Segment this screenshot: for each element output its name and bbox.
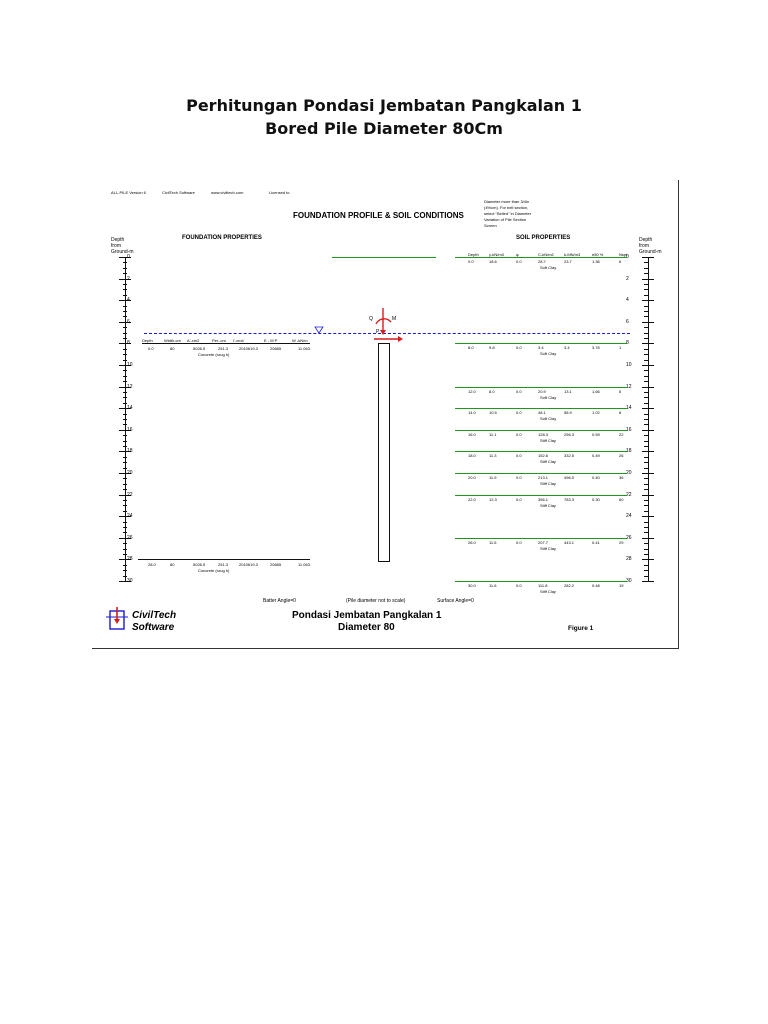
left-depth-tick-label: 16 bbox=[127, 426, 133, 433]
depth-minor-tick bbox=[123, 295, 127, 296]
depth-minor-tick bbox=[644, 419, 648, 420]
depth-minor-tick bbox=[644, 349, 648, 350]
right-depth-tick bbox=[642, 451, 654, 452]
depth-minor-tick bbox=[123, 489, 127, 490]
depth-minor-tick bbox=[644, 381, 648, 382]
soil-layer-line bbox=[455, 257, 627, 258]
foundation-cell: 251.3 bbox=[218, 346, 229, 351]
foundation-column-header: Depth bbox=[142, 338, 153, 343]
soil-cell: 3.76 bbox=[592, 345, 600, 351]
depth-minor-tick bbox=[123, 403, 127, 404]
depth-minor-tick bbox=[644, 478, 648, 479]
soil-type: Stiff Clay bbox=[540, 545, 556, 551]
right-depth-tick bbox=[642, 365, 654, 366]
depth-minor-tick bbox=[123, 419, 127, 420]
pile-shaft bbox=[378, 343, 390, 562]
soil-layer-line bbox=[455, 387, 627, 388]
depth-minor-tick bbox=[123, 327, 127, 328]
depth-minor-tick bbox=[644, 273, 648, 274]
soil-cell: 11.1 bbox=[489, 431, 497, 437]
depth-minor-tick bbox=[123, 414, 127, 415]
depth-minor-tick bbox=[123, 349, 127, 350]
soil-type: Stiff Clay bbox=[540, 437, 556, 443]
soil-column-header: γ-kN/m3 bbox=[489, 252, 504, 257]
depth-minor-tick bbox=[123, 333, 127, 334]
soil-cell: 18.0 bbox=[468, 453, 476, 459]
right-depth-tick-label: 10 bbox=[626, 362, 632, 368]
soil-type: Soft Clay bbox=[540, 265, 557, 270]
soil-cell: 12.0 bbox=[468, 388, 476, 394]
depth-minor-tick bbox=[123, 381, 127, 382]
depth-minor-tick bbox=[644, 370, 648, 371]
depth-minor-tick bbox=[123, 532, 127, 533]
right-depth-tick-label: 0 bbox=[626, 254, 629, 260]
depth-minor-tick bbox=[123, 478, 127, 479]
right-depth-tick bbox=[642, 300, 654, 301]
depth-minor-tick bbox=[644, 397, 648, 398]
depth-minor-tick bbox=[644, 511, 648, 512]
soil-layer-line bbox=[455, 581, 627, 582]
depth-minor-tick bbox=[123, 306, 127, 307]
depth-minor-tick bbox=[123, 462, 127, 463]
page-title: Perhitungan Pondasi Jembatan Pangkalan 1 bbox=[186, 96, 582, 115]
soil-cell: 1.36 bbox=[592, 259, 600, 264]
foundation-material: Concrete (roug h) bbox=[198, 352, 230, 357]
foundation-profile-sheet bbox=[92, 180, 679, 649]
left-depth-tick-label: 22 bbox=[127, 491, 133, 498]
licensed-to: Licensed to bbox=[269, 190, 290, 195]
depth-minor-tick bbox=[644, 311, 648, 312]
soil-cell: 11.3 bbox=[489, 453, 497, 459]
left-depth-tick-label: 12 bbox=[127, 383, 133, 390]
right-depth-tick bbox=[642, 473, 654, 474]
app-version: ALL-PILE Version 6 bbox=[111, 190, 146, 195]
foundation-cell: 20685 bbox=[270, 346, 282, 351]
foundation-column-header: Per.-cm bbox=[212, 338, 226, 343]
depth-minor-tick bbox=[123, 441, 127, 442]
right-depth-tick bbox=[642, 387, 654, 388]
load-m-label: M bbox=[392, 316, 397, 322]
soil-type: Stiff Clay bbox=[540, 502, 556, 508]
soil-cell: 26.0 bbox=[468, 539, 476, 545]
load-q-label: Q bbox=[369, 316, 373, 322]
soil-cell: 0.0 bbox=[516, 453, 522, 459]
right-depth-tick-label: 30 bbox=[626, 578, 632, 584]
soil-cell: 213.1 bbox=[538, 475, 549, 480]
soil-layer-line bbox=[455, 408, 627, 409]
soil-cell: 8.0 bbox=[468, 345, 474, 351]
depth-minor-tick bbox=[644, 489, 648, 490]
depth-minor-tick bbox=[644, 554, 648, 555]
depth-minor-tick bbox=[644, 262, 648, 263]
soil-column-header: Depth bbox=[468, 252, 479, 257]
surface-angle: Surface Angle=0 bbox=[437, 598, 474, 604]
note-line: Screen bbox=[484, 223, 497, 228]
depth-minor-tick bbox=[123, 370, 127, 371]
soil-layer-line bbox=[455, 430, 627, 431]
right-depth-tick-label: 4 bbox=[626, 297, 629, 304]
soil-cell: 152.6 bbox=[538, 453, 549, 459]
soil-cell: 0.30 bbox=[592, 496, 600, 502]
left-axis-label: Depth bbox=[111, 237, 125, 243]
soil-cell: 8 bbox=[619, 410, 622, 416]
project-name: Pondasi Jembatan Pangkalan 1 bbox=[292, 610, 442, 621]
soil-cell: 8.0 bbox=[489, 388, 495, 394]
right-axis-label: Ground-m bbox=[639, 249, 662, 255]
soil-cell: 0.48 bbox=[592, 583, 600, 588]
depth-minor-tick bbox=[644, 333, 648, 334]
soil-cell: 11.6 bbox=[489, 583, 497, 588]
right-depth-tick-label: 22 bbox=[626, 491, 632, 498]
depth-minor-tick bbox=[123, 435, 127, 436]
soil-layer-line bbox=[455, 538, 627, 539]
foundation-material: Concrete (roug h) bbox=[198, 568, 230, 573]
soil-cell: 20.0 bbox=[468, 475, 476, 480]
soil-cell: 29 bbox=[619, 539, 624, 545]
depth-minor-tick bbox=[123, 457, 127, 458]
left-depth-tick-label: 18 bbox=[127, 448, 133, 455]
soil-cell: 1.02 bbox=[592, 410, 600, 416]
foundation-cell: 5026.5 bbox=[193, 346, 206, 351]
left-depth-tick-label: 10 bbox=[127, 362, 133, 368]
right-depth-tick-label: 6 bbox=[626, 318, 629, 325]
depth-minor-tick bbox=[123, 338, 127, 339]
foundation-cell: 5026.5 bbox=[193, 562, 206, 567]
foundation-cell: 11.063 bbox=[298, 562, 310, 567]
soil-cell: 1.66 bbox=[592, 388, 600, 394]
soil-layer-line bbox=[455, 343, 627, 344]
soil-cell: 0.0 bbox=[516, 475, 522, 480]
right-depth-tick bbox=[642, 257, 654, 258]
soil-cell: 111.8 bbox=[538, 583, 548, 588]
project-diameter: Diameter 80 bbox=[338, 622, 395, 633]
soil-type: Stiff Clay bbox=[540, 589, 556, 594]
right-depth-tick-label: 20 bbox=[626, 470, 632, 476]
soil-cell: 282.2 bbox=[564, 583, 575, 588]
soil-cell: 5 bbox=[619, 388, 622, 394]
foundation-cell: 80 bbox=[170, 562, 175, 567]
foundation-cell: 20685 bbox=[270, 562, 282, 567]
depth-minor-tick bbox=[123, 392, 127, 393]
depth-minor-tick bbox=[123, 570, 127, 571]
right-depth-tick-label: 28 bbox=[626, 556, 632, 563]
depth-minor-tick bbox=[123, 500, 127, 501]
soil-cell: 0.0 bbox=[468, 259, 474, 264]
depth-minor-tick bbox=[644, 376, 648, 377]
depth-minor-tick bbox=[644, 403, 648, 404]
depth-minor-tick bbox=[123, 289, 127, 290]
left-axis-label: from bbox=[111, 243, 121, 249]
batter-angle: Batter Angle=0 bbox=[263, 598, 296, 604]
soil-cell: 0.40 bbox=[592, 475, 600, 480]
depth-minor-tick bbox=[123, 505, 127, 506]
foundation-cell: 2010619.3 bbox=[239, 346, 258, 351]
depth-minor-tick bbox=[123, 484, 127, 485]
depth-minor-tick bbox=[123, 554, 127, 555]
depth-minor-tick bbox=[644, 565, 648, 566]
soil-cell: 18.6 bbox=[489, 259, 497, 264]
left-depth-tick-label: 14 bbox=[127, 405, 133, 412]
left-depth-tick-label: 24 bbox=[127, 513, 133, 520]
depth-minor-tick bbox=[123, 446, 127, 447]
company-name: CivilTech Software bbox=[162, 190, 195, 195]
soil-cell: 3.4 bbox=[538, 345, 544, 351]
soil-cell: 9.8 bbox=[489, 345, 495, 351]
depth-minor-tick bbox=[123, 262, 127, 263]
depth-minor-tick bbox=[644, 484, 648, 485]
depth-minor-tick bbox=[644, 289, 648, 290]
foundation-cell: 80 bbox=[170, 346, 175, 351]
soil-cell: 356.1 bbox=[538, 496, 549, 502]
soil-type: Soft Clay bbox=[540, 416, 557, 422]
right-depth-tick bbox=[642, 430, 654, 431]
foundation-column-header: A'-cm2 bbox=[187, 338, 200, 343]
depth-minor-tick bbox=[644, 360, 648, 361]
right-depth-tick-label: 14 bbox=[626, 405, 632, 412]
left-axis-label: Ground-m bbox=[111, 249, 134, 255]
depth-minor-tick bbox=[123, 522, 127, 523]
depth-minor-tick bbox=[123, 397, 127, 398]
foundation-column-header: E - M P bbox=[264, 338, 278, 343]
soil-cell: 16.0 bbox=[468, 431, 476, 437]
depth-minor-tick bbox=[644, 414, 648, 415]
soil-cell: 26 bbox=[619, 453, 624, 459]
depth-minor-tick bbox=[123, 311, 127, 312]
foundation-column-header: W -kN/m bbox=[292, 338, 308, 343]
foundation-cell: 251.3 bbox=[218, 562, 229, 567]
right-depth-tick bbox=[642, 322, 654, 323]
right-depth-tick bbox=[642, 581, 654, 582]
depth-minor-tick bbox=[123, 376, 127, 377]
left-depth-tick-label: 4 bbox=[127, 297, 130, 304]
soil-cell: 496.0 bbox=[564, 475, 575, 480]
soil-cell: 22.0 bbox=[468, 496, 476, 502]
foundation-column-header: I'-cm4 bbox=[233, 338, 244, 343]
soil-properties-title: SOIL PROPERTIES bbox=[516, 235, 571, 241]
right-depth-tick bbox=[642, 495, 654, 496]
soil-cell: 13.1 bbox=[564, 388, 572, 394]
right-depth-tick-label: 16 bbox=[626, 426, 632, 433]
soil-cell: 256.3 bbox=[564, 431, 575, 437]
depth-minor-tick bbox=[644, 500, 648, 501]
note-line: (4%cm). For bell section, bbox=[484, 205, 529, 210]
right-depth-tick-label: 26 bbox=[626, 534, 632, 541]
depth-minor-tick bbox=[123, 316, 127, 317]
soil-cell: 60 bbox=[619, 496, 624, 502]
soil-column-header: e50 % bbox=[592, 252, 604, 257]
left-depth-tick-label: 28 bbox=[127, 556, 133, 563]
right-axis-label: Depth bbox=[639, 237, 653, 243]
depth-minor-tick bbox=[644, 446, 648, 447]
soil-type: Soft Clay bbox=[540, 351, 557, 357]
soil-cell: 0.41 bbox=[592, 539, 600, 545]
foundation-section-line bbox=[138, 559, 310, 560]
depth-minor-tick bbox=[123, 424, 127, 425]
depth-minor-tick bbox=[644, 532, 648, 533]
note-line: Variation of Pile Section bbox=[484, 217, 527, 222]
soil-cell: 10.5 bbox=[489, 410, 497, 416]
depth-minor-tick bbox=[644, 424, 648, 425]
foundation-properties-title: FOUNDATION PROPERTIES bbox=[182, 235, 262, 241]
ground-line-left bbox=[142, 343, 310, 344]
soil-cell: 11.9 bbox=[489, 475, 497, 480]
soil-type: Stiff Clay bbox=[540, 481, 556, 486]
note-line: Diameter more than 3/4in bbox=[484, 199, 530, 204]
figure-label: Figure 1 bbox=[568, 625, 594, 632]
logo-text: CivilTech bbox=[132, 610, 177, 621]
depth-minor-tick bbox=[123, 543, 127, 544]
right-depth-tick bbox=[642, 516, 654, 517]
left-depth-tick-label: 0 bbox=[127, 254, 130, 260]
soil-cell: 1 bbox=[619, 345, 622, 351]
depth-minor-tick bbox=[644, 338, 648, 339]
soil-column-header: Nspt bbox=[619, 252, 628, 257]
foundation-cell: 0.0 bbox=[148, 346, 154, 351]
depth-minor-tick bbox=[123, 527, 127, 528]
left-depth-tick-label: 2 bbox=[127, 275, 130, 282]
depth-minor-tick bbox=[644, 522, 648, 523]
soil-column-header: C-kN/m2 bbox=[538, 252, 554, 257]
depth-minor-tick bbox=[644, 576, 648, 577]
soil-cell: 0.49 bbox=[592, 453, 600, 459]
soil-cell: 28.7 bbox=[538, 259, 546, 264]
soil-type: Stiff Clay bbox=[540, 459, 556, 465]
soil-cell: 0.59 bbox=[592, 431, 600, 437]
depth-minor-tick bbox=[123, 268, 127, 269]
water-table-icon bbox=[315, 327, 323, 333]
depth-minor-tick bbox=[644, 295, 648, 296]
soil-cell: 3.4 bbox=[564, 345, 570, 351]
depth-minor-tick bbox=[644, 570, 648, 571]
depth-minor-tick bbox=[644, 457, 648, 458]
load-arrows-icon bbox=[364, 308, 404, 348]
soil-cell: 6 bbox=[619, 259, 622, 264]
soil-cell: 443.1 bbox=[564, 539, 575, 545]
depth-minor-tick bbox=[644, 435, 648, 436]
soil-cell: 0.0 bbox=[516, 259, 522, 264]
soil-cell: 0.0 bbox=[516, 410, 522, 416]
depth-minor-tick bbox=[123, 354, 127, 355]
soil-column-header: φ bbox=[516, 252, 519, 257]
depth-minor-tick bbox=[644, 306, 648, 307]
depth-minor-tick bbox=[644, 527, 648, 528]
depth-minor-tick bbox=[123, 273, 127, 274]
foundation-column-header: Width-cm bbox=[164, 338, 181, 343]
soil-cell: 14.0 bbox=[468, 410, 476, 416]
depth-minor-tick bbox=[123, 549, 127, 550]
depth-minor-tick bbox=[123, 576, 127, 577]
right-depth-tick-label: 2 bbox=[626, 275, 629, 282]
right-depth-tick bbox=[642, 408, 654, 409]
page-subtitle: Bored Pile Diameter 80Cm bbox=[265, 119, 503, 138]
depth-minor-tick bbox=[644, 392, 648, 393]
depth-minor-tick bbox=[644, 327, 648, 328]
right-depth-tick bbox=[642, 343, 654, 344]
depth-minor-tick bbox=[644, 316, 648, 317]
soil-type: Soft Clay bbox=[540, 394, 557, 400]
left-depth-tick-label: 30 bbox=[127, 578, 133, 584]
soil-cell: 0.0 bbox=[516, 388, 522, 394]
soil-column-header: k-MN/m3 bbox=[564, 252, 581, 257]
left-depth-tick-label: 26 bbox=[127, 534, 133, 541]
depth-minor-tick bbox=[644, 462, 648, 463]
scale-note: (Pile diameter not to scale) bbox=[346, 598, 406, 604]
foundation-cell: 11.063 bbox=[298, 346, 310, 351]
soil-cell: 11.6 bbox=[489, 539, 497, 545]
soil-cell: 23.7 bbox=[564, 259, 572, 264]
soil-cell: 0.0 bbox=[516, 583, 522, 588]
soil-cell: 0.0 bbox=[516, 539, 522, 545]
depth-minor-tick bbox=[644, 505, 648, 506]
depth-minor-tick bbox=[123, 511, 127, 512]
soil-cell: 36 bbox=[619, 475, 624, 480]
soil-layer-line bbox=[455, 495, 627, 496]
soil-cell: 207.7 bbox=[538, 539, 549, 545]
left-depth-tick-label: 8 bbox=[127, 340, 130, 347]
depth-minor-tick bbox=[644, 543, 648, 544]
left-depth-tick-label: 20 bbox=[127, 470, 133, 476]
civiltech-logo-icon bbox=[106, 607, 128, 631]
depth-minor-tick bbox=[644, 268, 648, 269]
depth-minor-tick bbox=[644, 284, 648, 285]
right-depth-tick bbox=[642, 559, 654, 560]
soil-cell: 20.9 bbox=[538, 388, 546, 394]
logo-text: Software bbox=[132, 622, 175, 633]
right-depth-tick-label: 24 bbox=[626, 513, 632, 520]
depth-minor-tick bbox=[123, 565, 127, 566]
note-line: select "Belled" in Diameter bbox=[484, 211, 532, 216]
depth-minor-tick bbox=[644, 468, 648, 469]
soil-cell: 12.3 bbox=[489, 496, 497, 502]
ground-line-top bbox=[332, 257, 436, 258]
soil-cell: 128.3 bbox=[538, 431, 549, 437]
right-depth-axis bbox=[648, 257, 649, 581]
right-axis-label: from bbox=[639, 243, 649, 249]
right-depth-tick-label: 18 bbox=[626, 448, 632, 455]
right-depth-tick-label: 12 bbox=[626, 383, 632, 390]
soil-cell: 19 bbox=[619, 583, 624, 588]
depth-minor-tick bbox=[644, 441, 648, 442]
load-p-label: P bbox=[376, 329, 380, 335]
foundation-cell: 28.0 bbox=[148, 562, 156, 567]
profile-title: FOUNDATION PROFILE & SOIL CONDITIONS bbox=[293, 211, 464, 220]
soil-cell: 783.3 bbox=[564, 496, 575, 502]
depth-minor-tick bbox=[644, 549, 648, 550]
depth-minor-tick bbox=[123, 284, 127, 285]
right-depth-tick bbox=[642, 279, 654, 280]
soil-cell: 0.0 bbox=[516, 496, 522, 502]
soil-cell: 30.0 bbox=[468, 583, 476, 588]
right-depth-tick-label: 8 bbox=[626, 340, 629, 347]
soil-cell: 332.5 bbox=[564, 453, 575, 459]
soil-cell: 22 bbox=[619, 431, 624, 437]
foundation-cell: 2010619.3 bbox=[239, 562, 258, 567]
depth-minor-tick bbox=[644, 354, 648, 355]
website: www.civiltech.com bbox=[211, 190, 244, 195]
soil-cell: 0.0 bbox=[516, 431, 522, 437]
soil-layer-line bbox=[455, 451, 627, 452]
depth-minor-tick bbox=[123, 360, 127, 361]
left-depth-tick-label: 6 bbox=[127, 318, 130, 325]
soil-cell: 0.0 bbox=[516, 345, 522, 351]
soil-cell: 48.1 bbox=[538, 410, 546, 416]
soil-cell: 58.9 bbox=[564, 410, 572, 416]
depth-minor-tick bbox=[123, 468, 127, 469]
right-depth-tick bbox=[642, 538, 654, 539]
soil-layer-line bbox=[455, 473, 627, 474]
